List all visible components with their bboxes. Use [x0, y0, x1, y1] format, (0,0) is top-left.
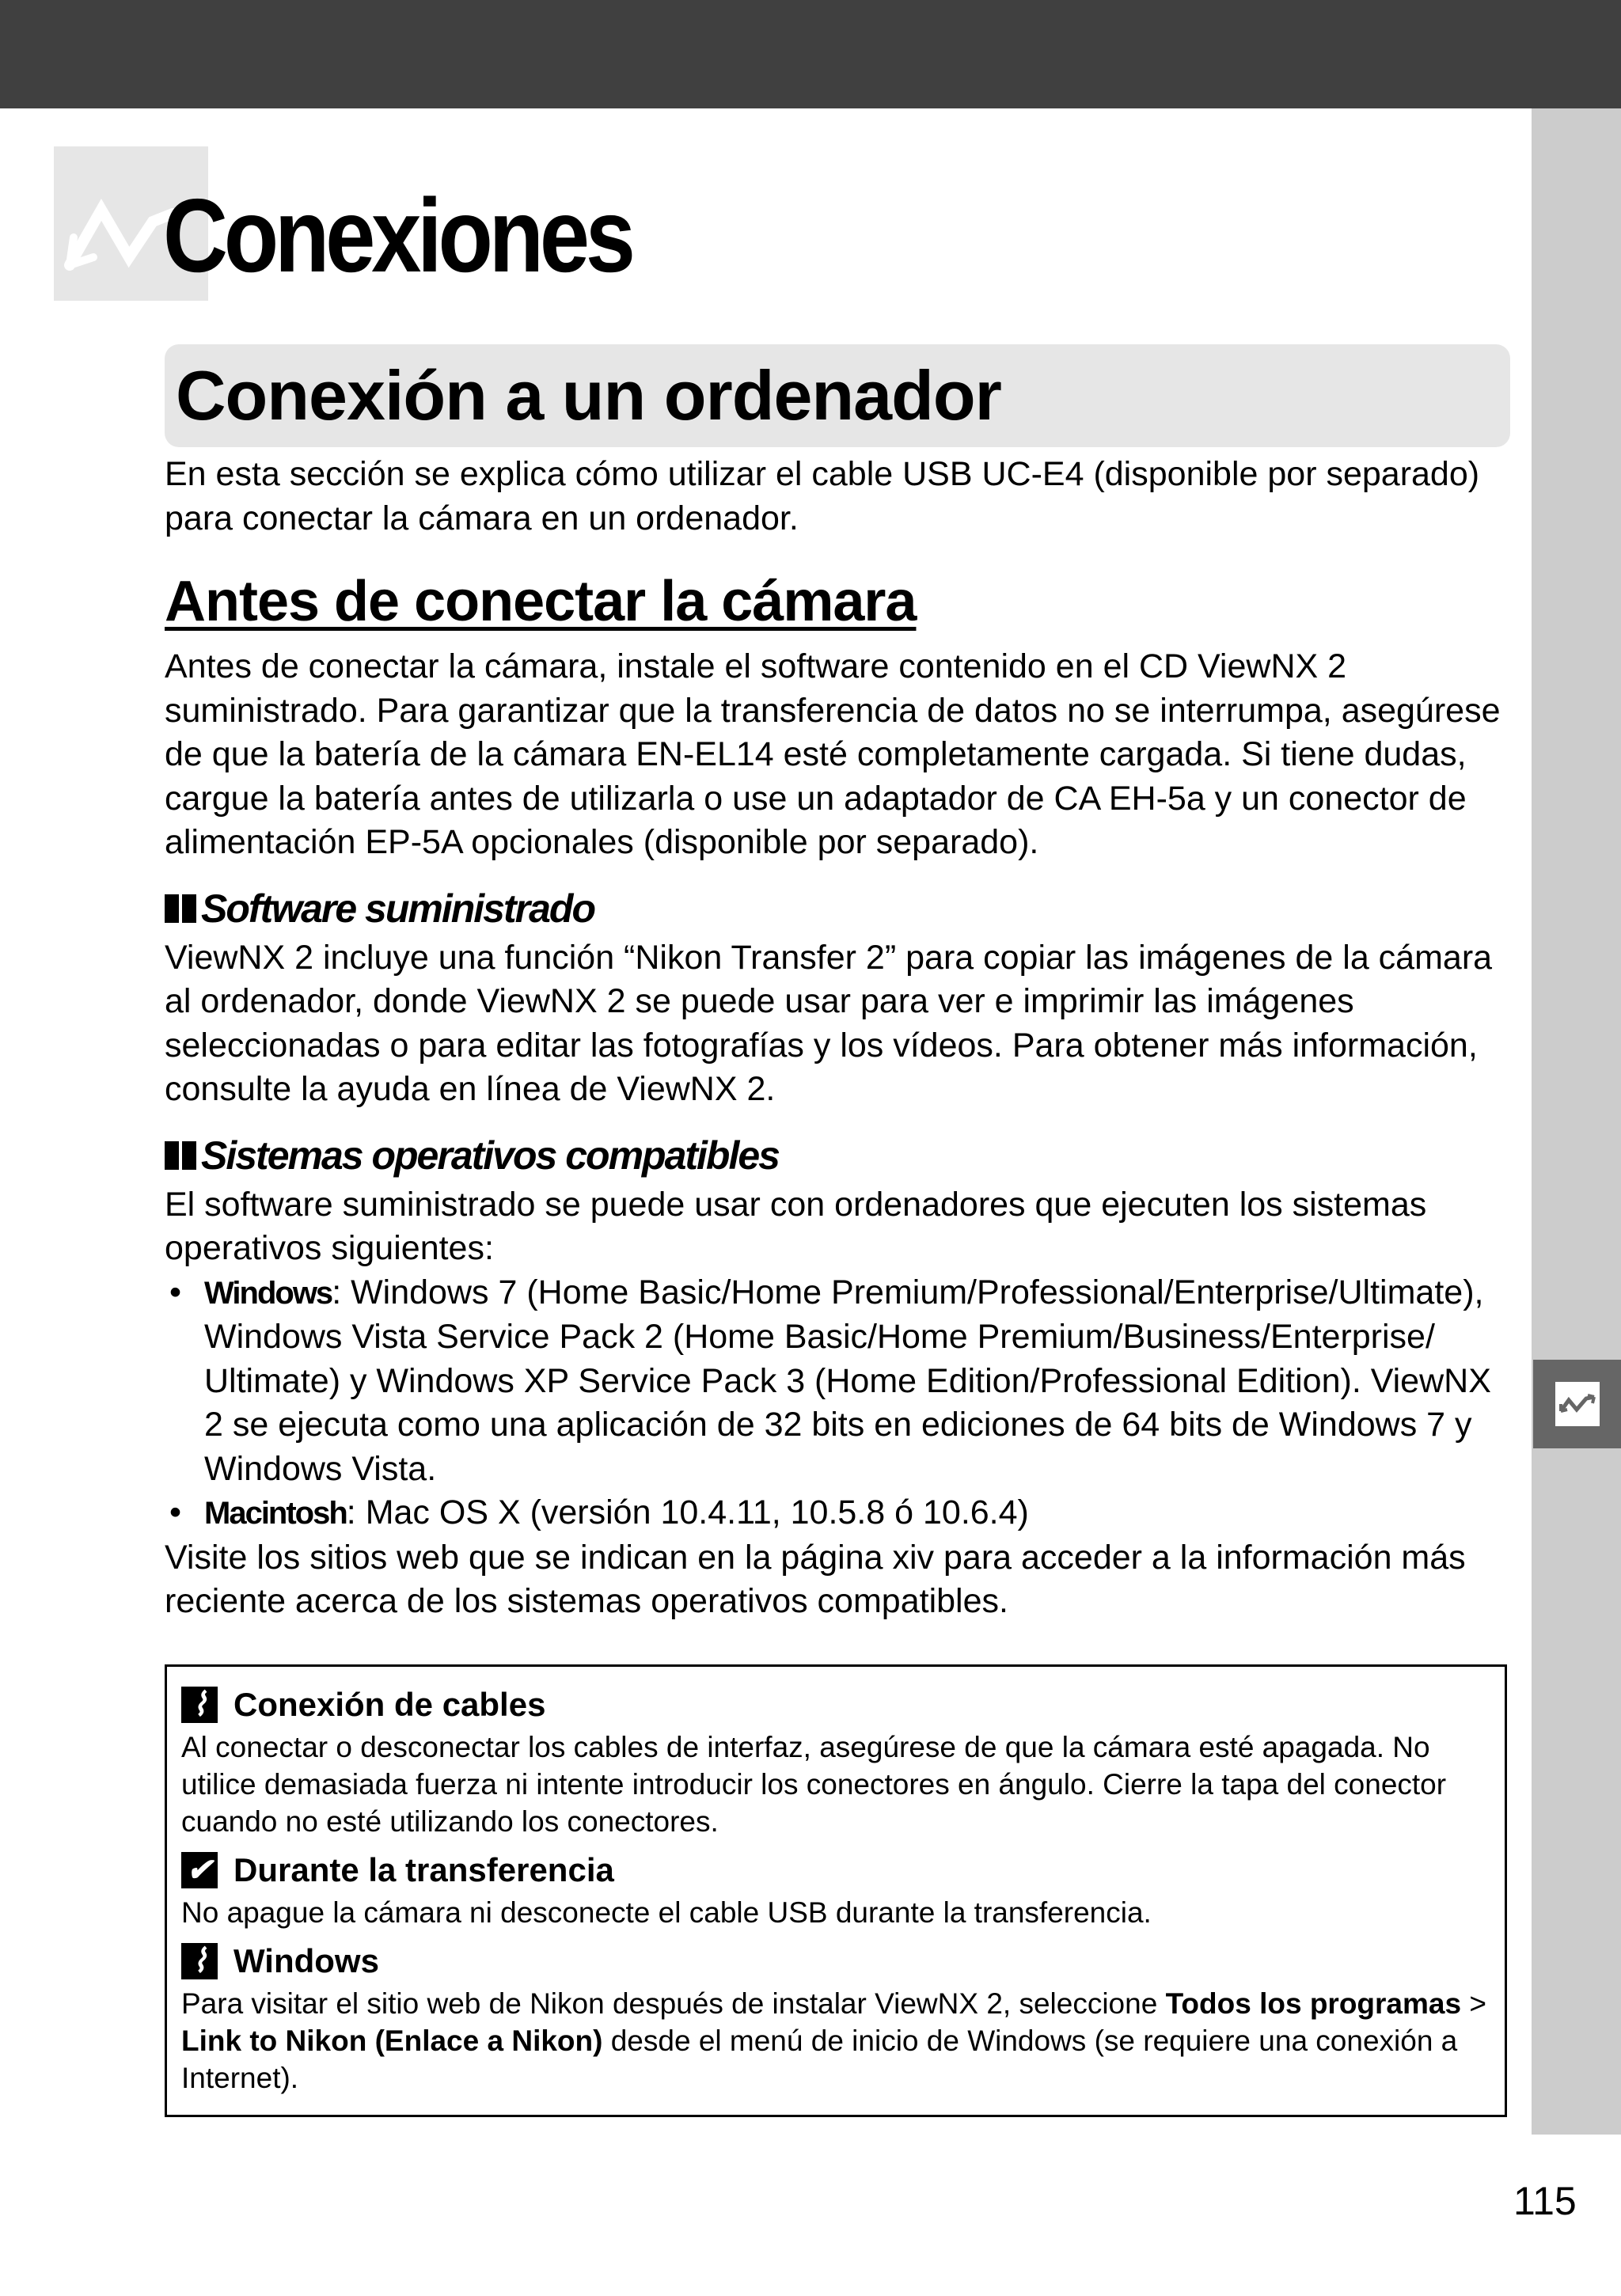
section-marker-icon — [165, 894, 196, 923]
section-marker-icon — [165, 1141, 196, 1170]
paperclip-icon: ⌇ — [181, 1943, 218, 1979]
connection-arrows-icon — [1555, 1382, 1600, 1426]
note-text: No apague la cámara ni desconecte el cable USB durante la transferencia. — [181, 1896, 1152, 1929]
note-title-text: Durante la transferencia — [233, 1851, 614, 1888]
subheading-os-label: Sistemas operativos compatibles — [201, 1133, 779, 1178]
menu-path: Todos los programas — [1165, 1987, 1462, 2020]
os-text: : Mac OS X (versión 10.4.11, 10.5.8 ó 10.6.4) — [346, 1493, 1029, 1531]
side-index-strip — [1532, 108, 1621, 2135]
os-label: Macintosh — [204, 1496, 347, 1531]
os-intro: El software suministrado se puede usar con ordenadores que ejecuten los sistemas operativos siguientes: — [165, 1185, 1427, 1267]
page-number: 115 — [1513, 2179, 1577, 2223]
os-list — [165, 1271, 1510, 1536]
heading-before-connecting: Antes de conectar la cámara — [165, 570, 917, 633]
menu-path: Link to Nikon (Enlace a Nikon) — [181, 2025, 603, 2057]
note-title — [181, 1942, 1490, 1980]
note-title — [181, 1851, 1490, 1889]
note-text — [181, 1985, 1490, 2097]
chapter-tab-connections[interactable] — [1533, 1360, 1621, 1448]
text: desde el menú de inicio de Windows (se requiere una conexión a Internet). — [181, 2025, 1458, 2094]
chapter-title: Conexiones — [163, 177, 632, 294]
note-title — [181, 1686, 1490, 1724]
checkmark-icon: ✔ — [181, 1852, 218, 1888]
main-content — [165, 453, 1510, 1624]
note-title-text: Windows — [233, 1942, 379, 1979]
notes-box — [165, 1664, 1507, 2117]
os-outro: Visite los sitios web que se indican en la página xiv para acceder a la información más reciente acerca de los sistemas operativos compatibles. — [165, 1538, 1466, 1620]
os-label: Windows — [204, 1275, 332, 1311]
before-text: Antes de conectar la cámara, instale el software contenido en el CD ViewNX 2 suministrado. Para garantizar que la transferencia de datos no se interrumpa, asegúrese de que la batería de la cámara EN-EL14 esté completamente cargada. Si tiene dudas, cargue la batería antes de utilizarla o use un adaptador de CA EH-5a y un conector de alimentación EP-5A opcionales (disponible por separado). — [165, 647, 1501, 861]
note-text: Al conectar o desconectar los cables de interfaz, asegúrese de que la cámara esté apagada. No utilice demasiada fuerza ni intente introducir los conectores en ángulo. Cierre la tapa del conector cuando no esté utilizando los conectores. — [181, 1731, 1447, 1838]
text: Para visitar el sitio web de Nikon después de instalar ViewNX 2, seleccione — [181, 1987, 1166, 2020]
section-title: Conexión a un ordenador — [176, 356, 1001, 435]
list-item — [165, 1491, 1510, 1536]
subheading-software — [165, 884, 1510, 933]
note-title-text: Conexión de cables — [233, 1686, 546, 1723]
section-intro: En esta sección se explica cómo utilizar el cable USB UC-E4 (disponible por separado) para conectar la cámara en un ordenador. — [165, 455, 1480, 537]
top-bar — [0, 0, 1621, 108]
os-text: : Windows 7 (Home Basic/Home Premium/Professional/Enterprise/Ultimate), Windows Vista Service Pack 2 (Home Basic/Home Premium/Business/Enterprise/ Ultimate) y Windows XP Service Pack 3 (Home Edition/Professional Edition). ViewNX 2 se ejecuta como una aplicación de 32 bits en ediciones de 64 bits de Windows 7 y Windows Vista. — [204, 1273, 1491, 1488]
list-item — [165, 1271, 1510, 1492]
text: > — [1461, 1987, 1486, 2020]
section-heading-box — [165, 344, 1510, 447]
software-text: ViewNX 2 incluye una función “Nikon Transfer 2” para copiar las imágenes de la cámara al ordenador, donde ViewNX 2 se puede usar para ver e imprimir las imágenes seleccionadas o para editar las fotografías y los vídeos. Para obtener más información, consulte la ayuda en línea de ViewNX 2. — [165, 938, 1493, 1108]
paperclip-icon: ⌇ — [181, 1687, 218, 1723]
subheading-software-label: Software suministrado — [201, 886, 594, 931]
subheading-os — [165, 1131, 1510, 1180]
